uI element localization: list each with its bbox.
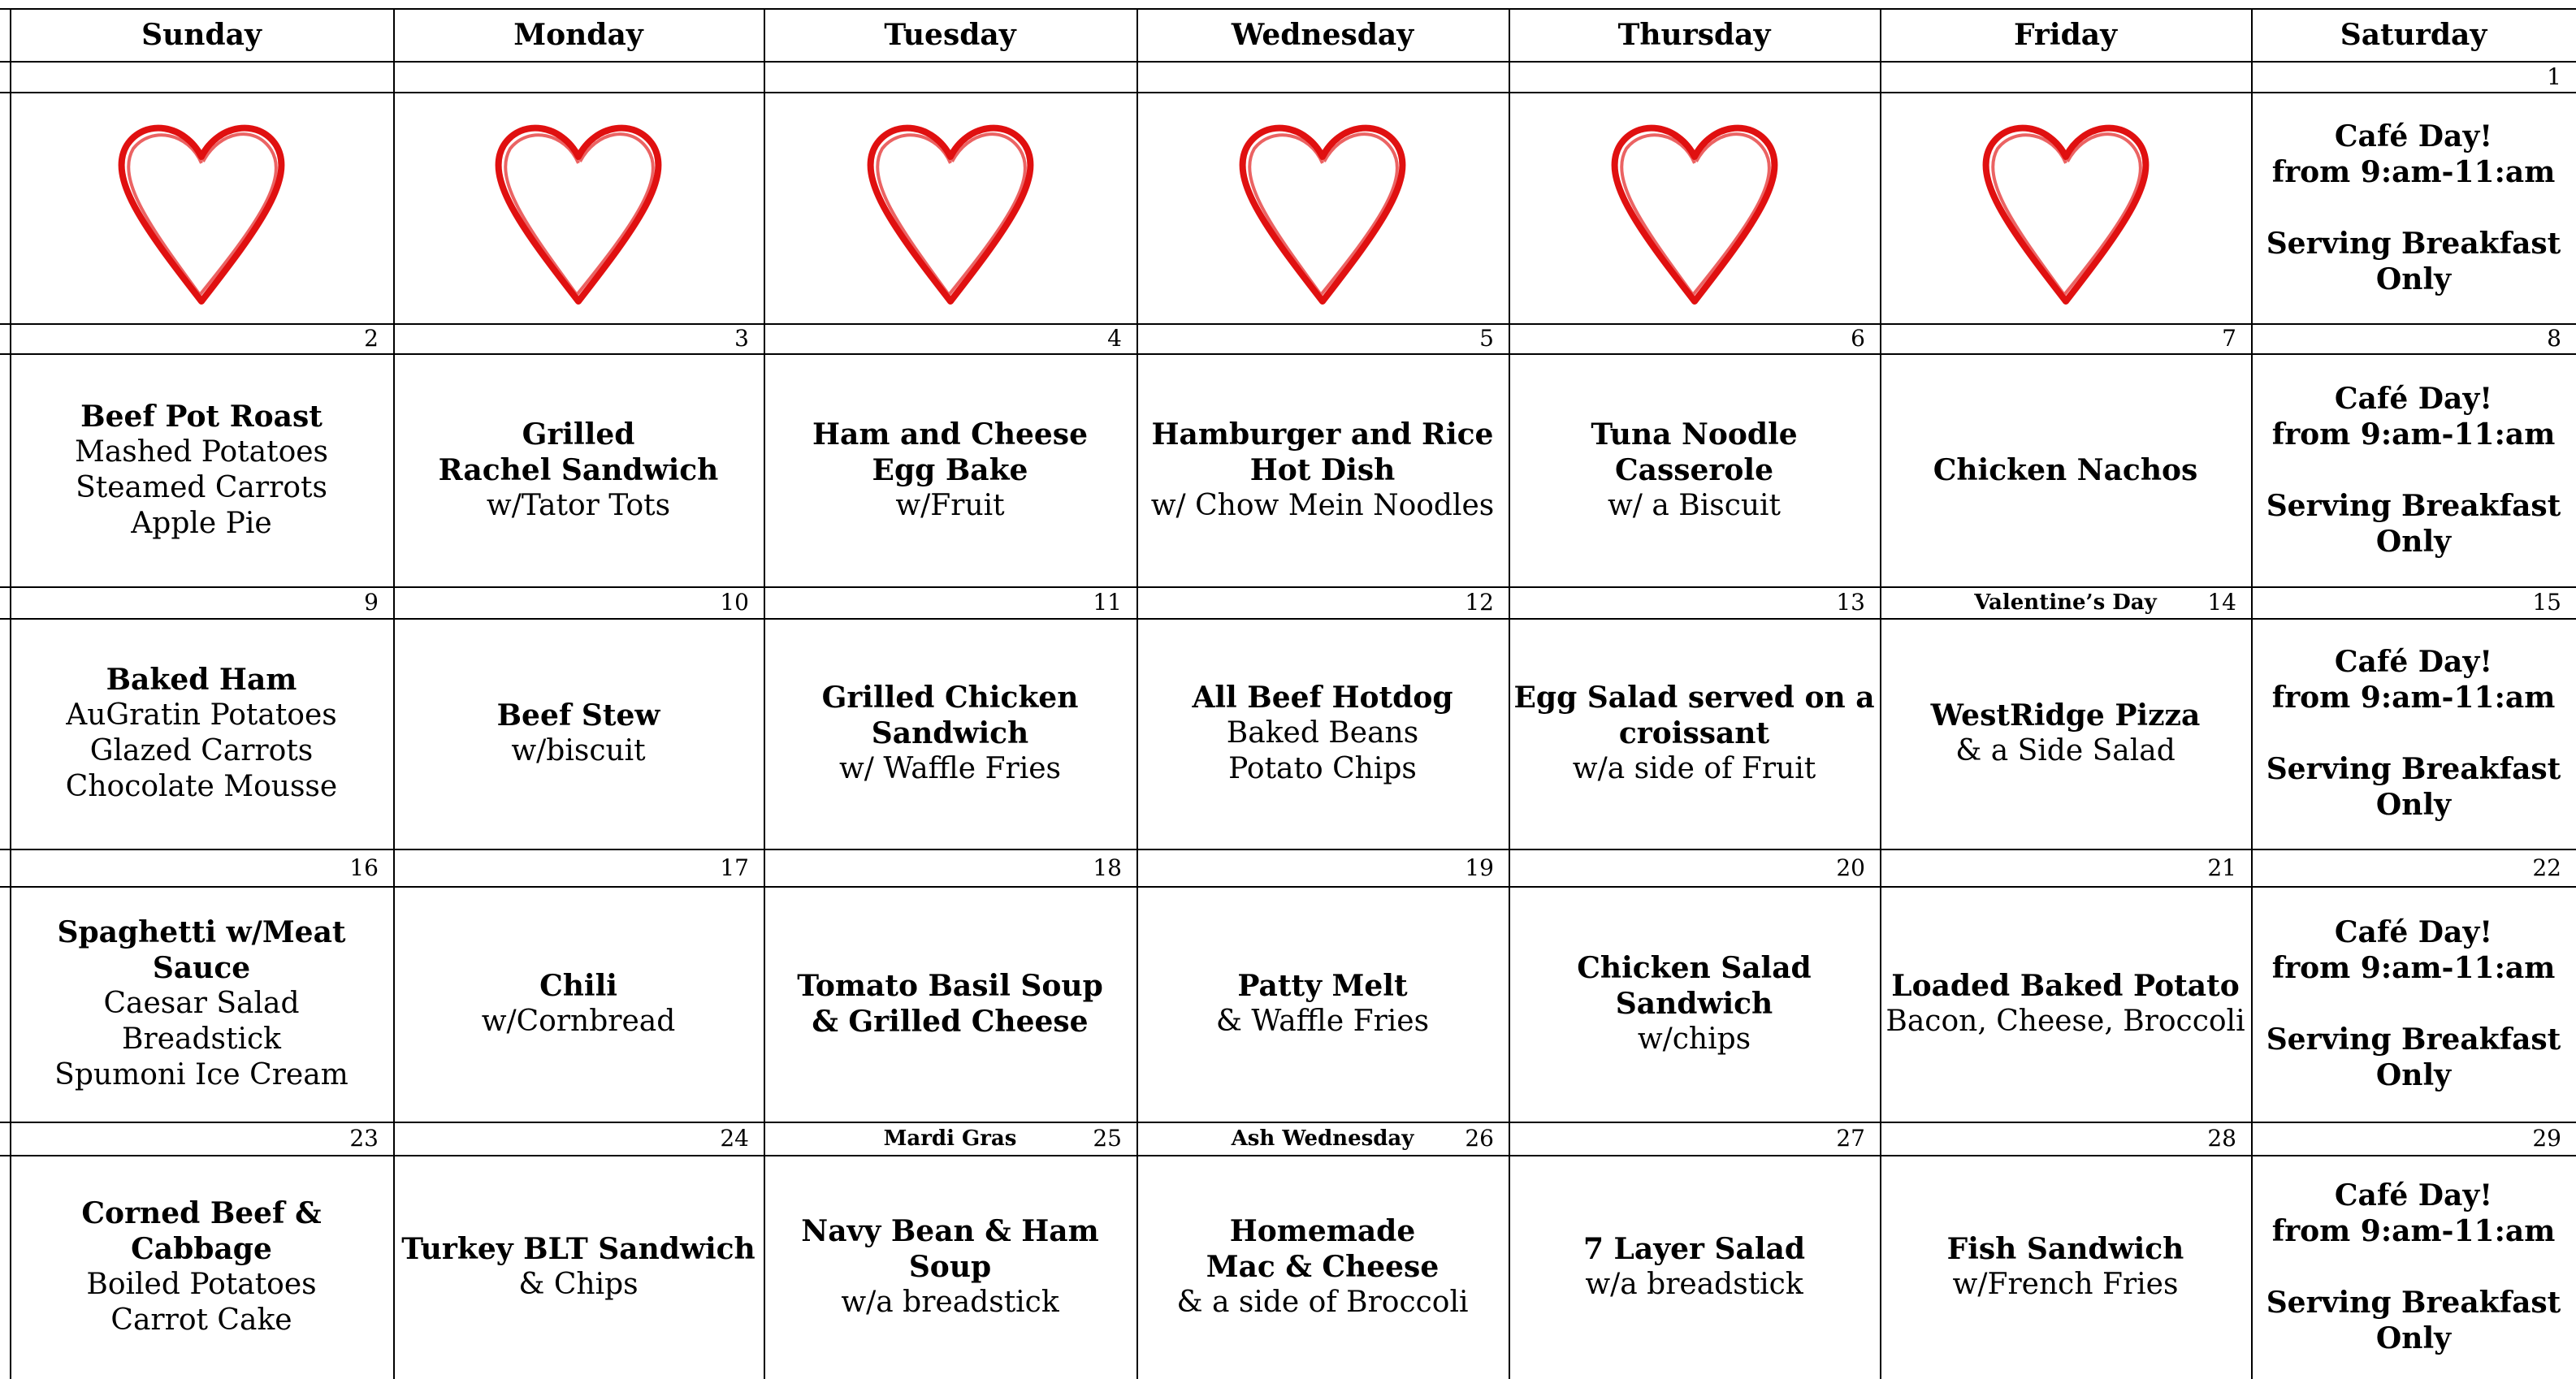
menu-main-line: Turkey BLT Sandwich [401,1232,755,1266]
menu-main-line: Homemade [1229,1214,1416,1248]
date-number: 13 [1836,589,1865,616]
grid-line [0,1155,2576,1156]
menu-side-line: Mashed Potatoes [74,434,329,469]
grid-line [0,8,2576,10]
menu-main-line: Fish Sandwich [1946,1232,2184,1266]
date-number: 26 [1465,1125,1494,1152]
menu-main-line: from 9:am-11:am [2271,951,2556,985]
menu-main-line: Serving Breakfast [2266,1022,2561,1057]
menu-main-line: from 9:am-11:am [2271,681,2556,715]
menu-cell [1509,92,1880,323]
menu-main-line: Only [2375,1058,2452,1092]
date-number: 1 [2547,63,2561,90]
date-number: 4 [1107,325,1122,352]
menu-side-line: Bacon, Cheese, Broccoli [1885,1005,2245,1038]
heart-icon [481,106,676,309]
menu-main-line: Rachel Sandwich [438,452,719,487]
date-number: 28 [2207,1125,2236,1152]
menu-side-line: & a side of Broccoli [1176,1286,1469,1319]
menu-side-line: w/a breadstick [841,1286,1059,1319]
date-number: 27 [1836,1125,1865,1152]
menu-main-line: WestRidge Pizza [1930,698,2201,733]
menu-cell [2251,1155,2576,1379]
menu-main-line: from 9:am-11:am [2271,1214,2556,1248]
menu-cell [764,886,1136,1122]
menu-main-line: Chili [539,969,617,1003]
menu-main-line: Café Day! [2334,915,2493,949]
date-number: 8 [2547,325,2561,352]
menu-main-line: from 9:am-11:am [2271,417,2556,452]
menu-cell [2251,618,2576,849]
menu-side-line: w/chips [1637,1022,1751,1056]
menu-cell [393,353,764,586]
menu-side-line: w/a side of Fruit [1572,752,1816,785]
menu-side-line: Baked Beans [1226,716,1419,750]
grid-line [1509,8,1510,1379]
menu-cell [1509,1155,1880,1379]
day-header-tuesday: Tuesday [884,17,1016,52]
menu-side-line: Boiled Potatoes [86,1268,317,1301]
menu-main-line: Only [2375,1321,2452,1355]
menu-cell [1509,618,1880,849]
menu-main-line: Navy Bean & Ham Soup [801,1214,1099,1284]
heart-icon [1597,106,1792,309]
date-number: 9 [364,589,379,616]
menu-main-line: Chicken Salad [1577,951,1812,985]
menu-cell [10,92,393,323]
grid-line [2251,8,2253,1379]
menu-main-line: Chicken Nachos [1933,452,2198,487]
menu-main-line: & Grilled Cheese [812,1005,1089,1039]
date-number [393,61,764,92]
menu-main-line: Ham and Cheese [812,417,1088,452]
menu-side-line: w/ Chow Mein Noodles [1150,488,1495,522]
menu-side-line: w/ Waffle Fries [838,752,1062,785]
grid-line [764,8,765,1379]
menu-main-line: Café Day! [2334,381,2493,416]
day-header-monday: Monday [513,17,643,52]
menu-main-line: Mac & Cheese [1206,1250,1440,1284]
menu-main-line: Egg Salad served on a [1513,681,1875,715]
heart-icon [104,106,299,309]
menu-main-line: Serving Breakfast [2266,752,2561,786]
menu-side-line: Breadstick [122,1022,281,1056]
menu-main-line: Café Day! [2334,1178,2493,1213]
grid-line [0,586,2576,588]
date-number [1509,61,1880,92]
date-number [10,61,393,92]
menu-cell [764,618,1136,849]
menu-main-line: Patty Melt [1237,969,1408,1003]
day-header-sunday: Sunday [141,17,262,52]
heart-icon [1968,106,2163,309]
date-number: 22 [2532,854,2561,881]
menu-main-line: Corned Beef & Cabbage [81,1196,322,1266]
menu-cell [1136,618,1509,849]
menu-main-line: Beef Stew [496,698,660,733]
menu-side-line: w/a breadstick [1585,1268,1803,1301]
grid-line [0,323,2576,325]
menu-main-line: Tuna Noodle Casserole [1591,417,1798,487]
date-number [1136,61,1509,92]
menu-cell [393,886,764,1122]
menu-cell [393,618,764,849]
date-number: 11 [1093,589,1122,616]
menu-cell [2251,92,2576,323]
grid-line [0,353,2576,355]
menu-main-line: Serving Breakfast [2266,1286,2561,1320]
heart-icon [1225,106,1420,309]
date-number: 19 [1465,854,1494,881]
menu-side-line: Glazed Carrots [89,734,314,767]
menu-cell [764,92,1136,323]
date-number [1880,61,2251,92]
date-number: 14 [2207,589,2236,616]
menu-side-line: Potato Chips [1228,752,1417,785]
menu-main-line: Only [2375,524,2452,559]
menu-main-line: Egg Bake [872,452,1028,487]
grid-line [1136,8,1138,1379]
menu-main-line: Only [2375,262,2452,296]
menu-side-line: Spumoni Ice Cream [54,1058,349,1092]
menu-side-line: & Waffle Fries [1215,1005,1430,1038]
grid-line [0,886,2576,888]
holiday-label: Ash Wednesday [1231,1126,1414,1151]
date-number: 29 [2532,1125,2561,1152]
menu-cell [1136,92,1509,323]
grid-line [0,618,2576,620]
menu-main-line: from 9:am-11:am [2271,154,2556,189]
menu-side-line: Chocolate Mousse [65,770,338,803]
grid-line [0,92,2576,93]
grid-line [0,849,2576,850]
date-number: 6 [1851,325,1865,352]
date-number: 18 [1093,854,1122,881]
date-number: 16 [349,854,379,881]
menu-side-line: Apple Pie [131,506,272,540]
grid-line [1880,8,1881,1379]
menu-main-line: Beef Pot Roast [80,399,323,434]
date-number: 3 [734,325,749,352]
menu-main-line: Grilled [522,417,635,452]
date-number: 7 [2222,325,2236,352]
menu-cell [1136,1155,1509,1379]
menu-side-line: Caesar Salad [103,987,300,1020]
menu-side-line: w/Fruit [895,488,1005,522]
date-number [764,61,1136,92]
menu-cell [2251,353,2576,586]
menu-main-line: Café Day! [2334,119,2493,153]
date-number: 12 [1465,589,1494,616]
menu-cell [10,886,393,1122]
menu-side-line: w/Cornbread [481,1005,676,1038]
day-header-saturday: Saturday [2340,17,2487,52]
menu-cell [10,353,393,586]
menu-main-line: Hamburger and Rice [1151,417,1494,452]
menu-main-line: Grilled Chicken [821,681,1079,715]
menu-side-line: w/ a Biscuit [1607,488,1782,522]
menu-cell [10,618,393,849]
date-number: 20 [1836,854,1865,881]
date-number: 21 [2207,854,2236,881]
menu-main-line: Baked Ham [106,663,297,697]
menu-cell [1880,353,2251,586]
grid-line [393,8,395,1379]
date-number: 25 [1093,1125,1122,1152]
grid-line [10,8,11,1379]
menu-side-line: Steamed Carrots [76,470,327,504]
date-number: 23 [349,1125,379,1152]
menu-side-line: w/Tator Tots [486,488,671,522]
holiday-label: Valentine’s Day [1974,590,2157,615]
menu-side-line: AuGratin Potatoes [66,698,337,732]
menu-main-line: Loaded Baked Potato [1891,969,2240,1003]
day-header-wednesday: Wednesday [1231,17,1414,52]
heart-icon [853,106,1048,309]
grid-line [0,1122,2576,1123]
date-number: 5 [1479,325,1494,352]
menu-cell [2251,886,2576,1122]
menu-main-line: Sandwich [871,716,1029,750]
menu-main-line: Spaghetti w/Meat Sauce [57,915,346,985]
day-header-thursday: Thursday [1617,17,1771,52]
day-header-friday: Friday [2014,17,2117,52]
menu-cell [1880,92,2251,323]
menu-cell [1880,886,2251,1122]
menu-side-line: Carrot Cake [110,1303,292,1337]
menu-main-line: Serving Breakfast [2266,488,2561,523]
menu-cell [764,1155,1136,1379]
menu-side-line: w/biscuit [511,734,646,767]
menu-main-line: All Beef Hotdog [1192,681,1453,715]
menu-cell [1509,353,1880,586]
date-number: 15 [2532,589,2561,616]
date-number: 24 [720,1125,749,1152]
menu-side-line: w/French Fries [1952,1268,2179,1301]
menu-cell [1880,1155,2251,1379]
menu-cell [393,1155,764,1379]
menu-cell [1136,886,1509,1122]
date-number: 17 [720,854,749,881]
menu-main-line: Serving Breakfast [2266,226,2561,261]
menu-cell [1509,886,1880,1122]
menu-cell [1880,618,2251,849]
menu-main-line: Sandwich [1615,987,1773,1021]
menu-main-line: 7 Layer Salad [1582,1232,1806,1266]
menu-main-line: Tomato Basil Soup [797,969,1103,1003]
date-number: 2 [364,325,379,352]
holiday-label: Mardi Gras [883,1126,1017,1151]
menu-main-line: Hot Dish [1249,452,1396,487]
menu-side-line: & Chips [518,1268,639,1301]
date-number: 10 [720,589,749,616]
menu-cell [393,92,764,323]
menu-cell [764,353,1136,586]
menu-main-line: croissant [1618,716,1770,750]
grid-line [0,61,2576,63]
menu-cell [10,1155,393,1379]
menu-main-line: Only [2375,788,2452,822]
menu-cell [1136,353,1509,586]
menu-main-line: Café Day! [2334,645,2493,679]
menu-side-line: & a Side Salad [1955,734,2176,767]
